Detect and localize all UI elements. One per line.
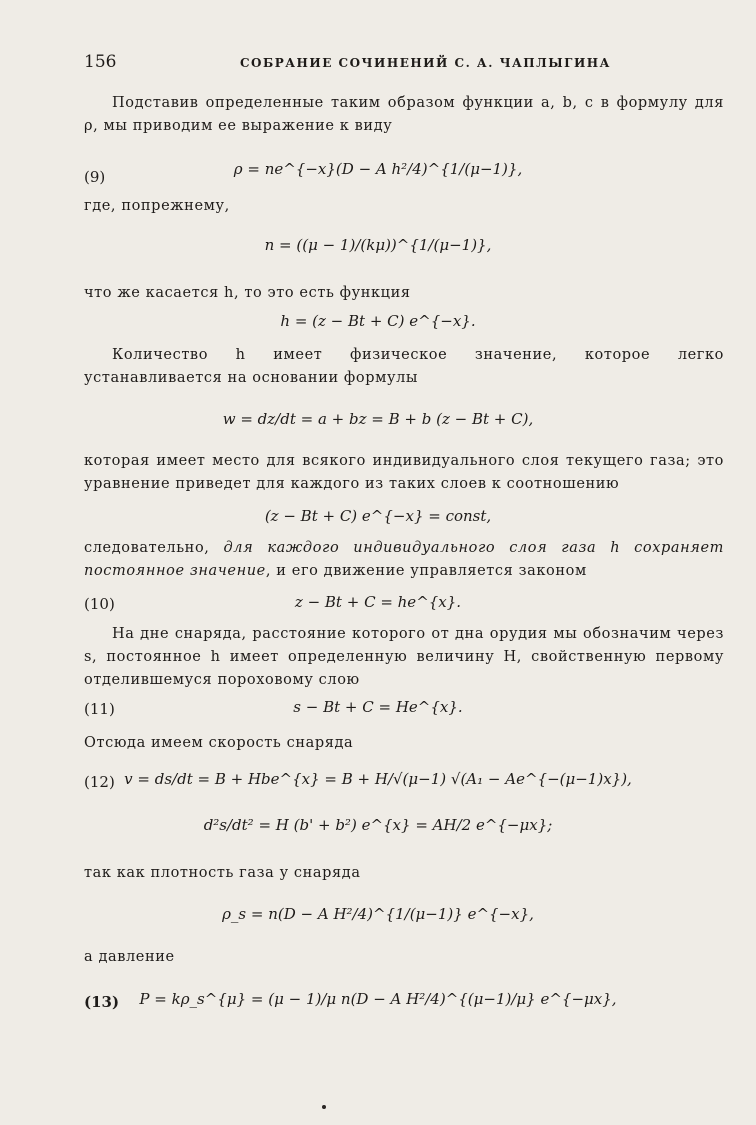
equation-const: [0, 507, 756, 525]
equation-number-12: (12): [84, 773, 115, 791]
paragraph-intro: Подставив определенные таким образом функции a, b, c в формулу для ρ, мы приводим ее выражение к виду: [84, 95, 724, 134]
equation-w-text: w = dz/dt = a + bz = B + b (z − Bt + C),: [222, 410, 534, 428]
consequently-tail: , и его движение управляется законом: [265, 563, 587, 579]
paragraph-h-function: что же касается h, то это есть функция: [84, 285, 411, 301]
equation-w: [0, 410, 756, 428]
equation-10-text: z − Bt + C = he^{x}.: [294, 593, 462, 611]
equation-n-text: n = ((μ − 1)/(kμ))^{1/(μ−1)},: [264, 236, 492, 254]
page-header: [0, 52, 756, 82]
equation-11-text: s − Bt + C = He^{x}.: [293, 698, 463, 716]
equation-h-text: h = (z − Bt + C) e^{−x}.: [280, 312, 476, 330]
running-title: СОБРАНИЕ СОЧИНЕНИЙ С. А. ЧАПЛЫГИНА: [240, 56, 611, 70]
equation-11: [0, 698, 756, 716]
paragraph-projectile-bottom: На дне снаряда, расстояние которого от дна орудия мы обозначим через s, постоянное h имеет определенную величину H, свойственную первому отделившемуся пороховому слою: [84, 626, 724, 688]
equation-10: [0, 593, 756, 611]
equation-n: [0, 236, 756, 254]
paragraph-velocity: Отсюда имеем скорость снаряда: [84, 735, 354, 751]
equation-h: [0, 312, 756, 330]
paragraph-layer: которая имеет место для всякого индивидуального слоя текущего газа; это уравнение приведет для каждого из таких слоев к соотношению: [84, 453, 724, 492]
equation-9: [0, 160, 756, 178]
paragraph-consequently: [84, 537, 724, 583]
consequently-emphasis: для каждого индивидуального слоя газа h сохраняет постоянное значение: [84, 540, 725, 579]
paragraph-where: где, попрежнему,: [84, 198, 230, 214]
equation-12-text: v = ds/dt = B + Hbe^{x} = B + H/√(μ−1) √(A₁ − Ae^{−(μ−1)x}),: [124, 770, 632, 788]
equation-9-text: ρ = ne^{−x}(D − A h²/4)^{1/(μ−1)},: [233, 160, 523, 178]
paragraph-pressure: а давление: [84, 949, 175, 965]
equation-12-acceleration: [0, 816, 756, 834]
page-number: 156: [84, 52, 117, 72]
consequently-lead: следовательно,: [84, 540, 224, 556]
equation-13-text: P = kρ_s^{μ} = (μ − 1)/μ n(D − A H²/4)^{(μ−1)/μ} e^{−μx},: [139, 990, 617, 1008]
equation-12-acceleration-text: d²s/dt² = H (b' + b²) e^{x} = AH/2 e^{−μx};: [203, 816, 553, 834]
paragraph-h-meaning: Количество h имеет физическое значение, которое легко устанавливается на основании формулы: [84, 347, 724, 386]
equation-13: [0, 990, 756, 1008]
paragraph-gas-density: так как плотность газа у снаряда: [84, 865, 361, 881]
equation-number-11: (11): [84, 700, 115, 718]
equation-12: [0, 770, 756, 788]
equation-rho-s: [0, 905, 756, 923]
print-speck: [322, 1105, 326, 1109]
equation-number-13: (13): [84, 993, 120, 1011]
equation-rho-s-text: ρ_s = n(D − A H²/4)^{1/(μ−1)} e^{−x},: [222, 905, 534, 923]
equation-number-9: (9): [84, 168, 106, 186]
equation-number-10: (10): [84, 595, 115, 613]
equation-const-text: (z − Bt + C) e^{−x} = const,: [264, 507, 492, 525]
